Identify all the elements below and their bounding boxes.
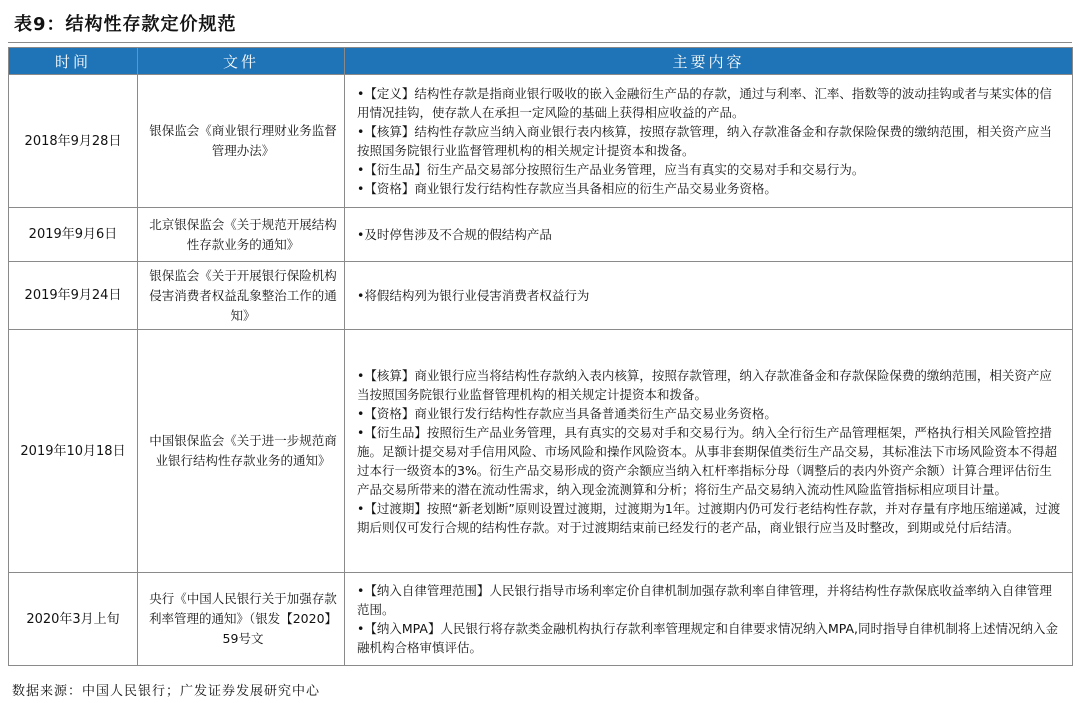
content-item: •【衍生品】衍生产品交易部分按照衍生产品业务管理，应当有真实的交易对手和交易行为。	[357, 162, 865, 177]
table-row	[9, 330, 1073, 573]
content-item: •【核算】商业银行应当将结构性存款纳入表内核算，按照存款管理，纳入存款准备金和存款保险保费的缴纳范围，相关资产应当按照国务院银行业监督管理机构的相关规定计提资本和拨备。	[357, 367, 1052, 402]
row-time: 2019年9月6日	[9, 208, 138, 262]
title-divider	[8, 42, 1072, 43]
table-row	[9, 75, 1073, 208]
content-item: •及时停售涉及不合规的假结构产品	[357, 227, 552, 242]
row-content	[345, 75, 1073, 208]
row-document: 银保监会《关于开展银行保险机构侵害消费者权益乱象整治工作的通知》	[138, 262, 345, 330]
row-content	[345, 573, 1073, 666]
data-source-note: 数据来源：中国人民银行；广发证券发展研究中心	[12, 684, 321, 699]
row-time: 2018年9月28日	[9, 75, 138, 208]
row-content	[345, 330, 1073, 573]
content-item: •将假结构列为银行业侵害消费者权益行为	[357, 288, 590, 303]
row-document: 央行《中国人民银行关于加强存款利率管理的通知》（银发【2020】59号文	[138, 573, 345, 666]
row-content	[345, 262, 1073, 330]
content-item: •【资格】商业银行发行结构性存款应当具备相应的衍生产品交易业务资格。	[357, 181, 777, 196]
row-document: 银保监会《商业银行理财业务监督管理办法》	[138, 75, 345, 208]
header-time: 时间	[9, 48, 138, 75]
content-item: •【资格】商业银行发行结构性存款应当具备普通类衍生产品交易业务资格。	[357, 405, 777, 421]
table-header-row	[9, 48, 1073, 75]
content-item: •【衍生品】按照衍生产品业务管理，具有真实的交易对手和交易行为。纳入全行衍生产品管理框架，严格执行相关风险管控措施。足额计提交易对手信用风险、市场风险和操作风险资本。从事非套期保值类衍生产品交易，其标准法下市场风险资本不得超过本行一级资本的3%。衍生产品交易形成的资产余额应当纳入杠杆率指标分母（调整后的表内外资产余额）计算合理评估衍生产品交易所带来的潜在流动性需求，纳入现金流测算和分析；将衍生产品交易纳入流动性风险监管指标相应项目计量。	[357, 424, 1058, 497]
row-time: 2019年10月18日	[9, 330, 138, 573]
content-item: •【纳入MPA】人民银行将存款类金融机构执行存款利率管理规定和自律要求情况纳入MPA,同时指导自律机制将上述情况纳入金融机构合格审慎评估。	[357, 621, 1058, 655]
header-content: 主要内容	[345, 48, 1073, 75]
content-item: •【核算】结构性存款应当纳入商业银行表内核算，按照存款管理，纳入存款准备金和存款保险保费的缴纳范围，相关资产应当按照国务院银行业监督管理机构的相关规定计提资本和拨备。	[357, 124, 1052, 158]
row-content	[345, 208, 1073, 262]
table-title: 表9：结构性存款定价规范	[14, 14, 237, 35]
table-row	[9, 262, 1073, 330]
table-row	[9, 208, 1073, 262]
content-item: •【定义】结构性存款是指商业银行吸收的嵌入金融衍生产品的存款，通过与利率、汇率、指数等的波动挂钩或者与某实体的信用情况挂钩，使存款人在承担一定风险的基础上获得相应收益的产品。	[357, 86, 1052, 120]
content-item: •【纳入自律管理范围】人民银行指导市场利率定价自律机制加强存款利率自律管理，并将结构性存款保底收益率纳入自律管理范围。	[357, 583, 1052, 617]
header-document: 文件	[138, 48, 345, 75]
row-time: 2020年3月上旬	[9, 573, 138, 666]
row-document: 北京银保监会《关于规范开展结构性存款业务的通知》	[138, 208, 345, 262]
regulation-table	[8, 47, 1073, 666]
row-time: 2019年9月24日	[9, 262, 138, 330]
row-document: 中国银保监会《关于进一步规范商业银行结构性存款业务的通知》	[138, 330, 345, 573]
table-row	[9, 573, 1073, 666]
content-item: •【过渡期】按照“新老划断”原则设置过渡期，过渡期为1年。过渡期内仍可发行老结构性存款，并对存量有序地压缩递减，过渡期后则仅可发行合规的结构性存款。对于过渡期结束前已经发行的老产品，商业银行应当及时整改，到期或兑付后结清。	[357, 500, 1061, 535]
